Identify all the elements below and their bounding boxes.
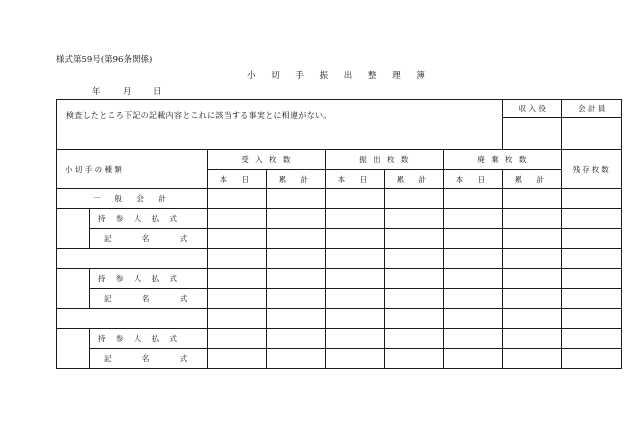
row-account-name-blank[interactable]	[57, 249, 208, 269]
table-cell[interactable]	[326, 249, 385, 269]
table-cell[interactable]	[326, 349, 385, 369]
table-cell[interactable]	[267, 309, 326, 329]
table-cell[interactable]	[562, 209, 622, 229]
table-cell[interactable]	[562, 309, 622, 329]
row-group-spacer	[57, 209, 90, 249]
table-cell[interactable]	[562, 269, 622, 289]
table-cell[interactable]	[208, 249, 267, 269]
table-cell[interactable]	[385, 209, 444, 229]
table-cell[interactable]	[503, 189, 562, 209]
table-cell[interactable]	[562, 189, 622, 209]
table-cell[interactable]	[385, 329, 444, 349]
issued-cumulative-header: 累 計	[385, 170, 444, 189]
table-cell[interactable]	[444, 209, 503, 229]
table-cell[interactable]	[562, 349, 622, 369]
table-cell[interactable]	[503, 289, 562, 309]
received-today-header: 本 日	[208, 170, 267, 189]
table-cell[interactable]	[208, 229, 267, 249]
month-label: 月	[123, 87, 132, 97]
table-cell[interactable]	[326, 289, 385, 309]
table-cell[interactable]	[267, 189, 326, 209]
table-cell[interactable]	[503, 309, 562, 329]
table-cell[interactable]	[562, 329, 622, 349]
table-cell[interactable]	[503, 269, 562, 289]
table-cell[interactable]	[444, 329, 503, 349]
row-named-text: 記 名 式	[104, 354, 202, 363]
signer-treasurer-seal-box[interactable]	[503, 118, 562, 150]
check-issuance-ledger	[56, 99, 622, 369]
received-cumulative-header: 累 計	[267, 170, 326, 189]
table-cell[interactable]	[503, 329, 562, 349]
table-cell[interactable]	[326, 189, 385, 209]
row-general-account-label: 一 般 会 計	[57, 189, 208, 209]
row-group-spacer	[57, 329, 90, 369]
table-cell[interactable]	[503, 209, 562, 229]
signer-accountant-seal-box[interactable]	[562, 118, 622, 150]
check-type-header	[57, 150, 208, 189]
row-bearer-label: 持 参 人 払 式	[90, 269, 208, 289]
signer-treasurer-label: 収 入 役	[503, 100, 562, 118]
table-cell[interactable]	[444, 269, 503, 289]
ledger-title: 小 切 手 振 出 整 理 簿	[247, 71, 432, 81]
table-cell[interactable]	[385, 349, 444, 369]
received-count-header: 受 入 枚 数	[208, 150, 326, 170]
table-cell[interactable]	[267, 329, 326, 349]
table-cell[interactable]	[562, 249, 622, 269]
table-cell[interactable]	[444, 189, 503, 209]
form-number-label: 様式第59号(第96条関係)	[56, 55, 153, 65]
table-cell[interactable]	[385, 309, 444, 329]
row-named-label	[90, 229, 208, 249]
inspection-statement: 検査したところ下記の記載内容とこれに該当する事実とに相違がない。	[57, 100, 503, 150]
row-named-label	[90, 289, 208, 309]
table-cell[interactable]	[267, 229, 326, 249]
table-cell[interactable]	[385, 249, 444, 269]
row-group-spacer	[57, 269, 90, 309]
issued-today-header: 本 日	[326, 170, 385, 189]
date-line	[92, 85, 162, 97]
row-named-label	[90, 349, 208, 369]
table-cell[interactable]	[326, 309, 385, 329]
signer-accountant-label: 会 計 員	[562, 100, 622, 118]
table-cell[interactable]	[444, 309, 503, 329]
table-cell[interactable]	[326, 269, 385, 289]
table-cell[interactable]	[326, 229, 385, 249]
row-bearer-label: 持 参 人 払 式	[90, 329, 208, 349]
table-cell[interactable]	[444, 289, 503, 309]
table-cell[interactable]	[267, 289, 326, 309]
table-cell[interactable]	[444, 249, 503, 269]
year-label: 年	[92, 87, 101, 97]
table-cell[interactable]	[208, 289, 267, 309]
discarded-today-header: 本 日	[444, 170, 503, 189]
row-named-text: 記 名 式	[104, 234, 202, 243]
row-named-text: 記 名 式	[104, 294, 202, 303]
table-cell[interactable]	[208, 269, 267, 289]
row-bearer-label: 持 参 人 払 式	[90, 209, 208, 229]
table-cell[interactable]	[444, 349, 503, 369]
table-cell[interactable]	[385, 269, 444, 289]
discarded-cumulative-header: 累 計	[503, 170, 562, 189]
table-cell[interactable]	[385, 189, 444, 209]
table-cell[interactable]	[208, 309, 267, 329]
check-type-header-text: 小 切 手 の 種 類	[65, 164, 122, 174]
table-cell[interactable]	[267, 349, 326, 369]
table-cell[interactable]	[562, 289, 622, 309]
table-cell[interactable]	[208, 329, 267, 349]
table-cell[interactable]	[503, 349, 562, 369]
table-cell[interactable]	[267, 249, 326, 269]
day-label: 日	[153, 87, 162, 97]
table-cell[interactable]	[503, 249, 562, 269]
table-cell[interactable]	[444, 229, 503, 249]
table-cell[interactable]	[267, 209, 326, 229]
table-cell[interactable]	[326, 209, 385, 229]
table-cell[interactable]	[208, 209, 267, 229]
issued-count-header: 振 出 枚 数	[326, 150, 444, 170]
table-cell[interactable]	[385, 289, 444, 309]
table-cell[interactable]	[267, 269, 326, 289]
table-cell[interactable]	[385, 229, 444, 249]
table-cell[interactable]	[208, 189, 267, 209]
remaining-count-header: 残存枚数	[562, 150, 622, 189]
table-cell[interactable]	[503, 229, 562, 249]
row-account-name-blank[interactable]	[57, 309, 208, 329]
table-cell[interactable]	[208, 349, 267, 369]
table-cell[interactable]	[326, 329, 385, 349]
table-cell[interactable]	[562, 229, 622, 249]
discarded-count-header: 廃 棄 枚 数	[444, 150, 562, 170]
